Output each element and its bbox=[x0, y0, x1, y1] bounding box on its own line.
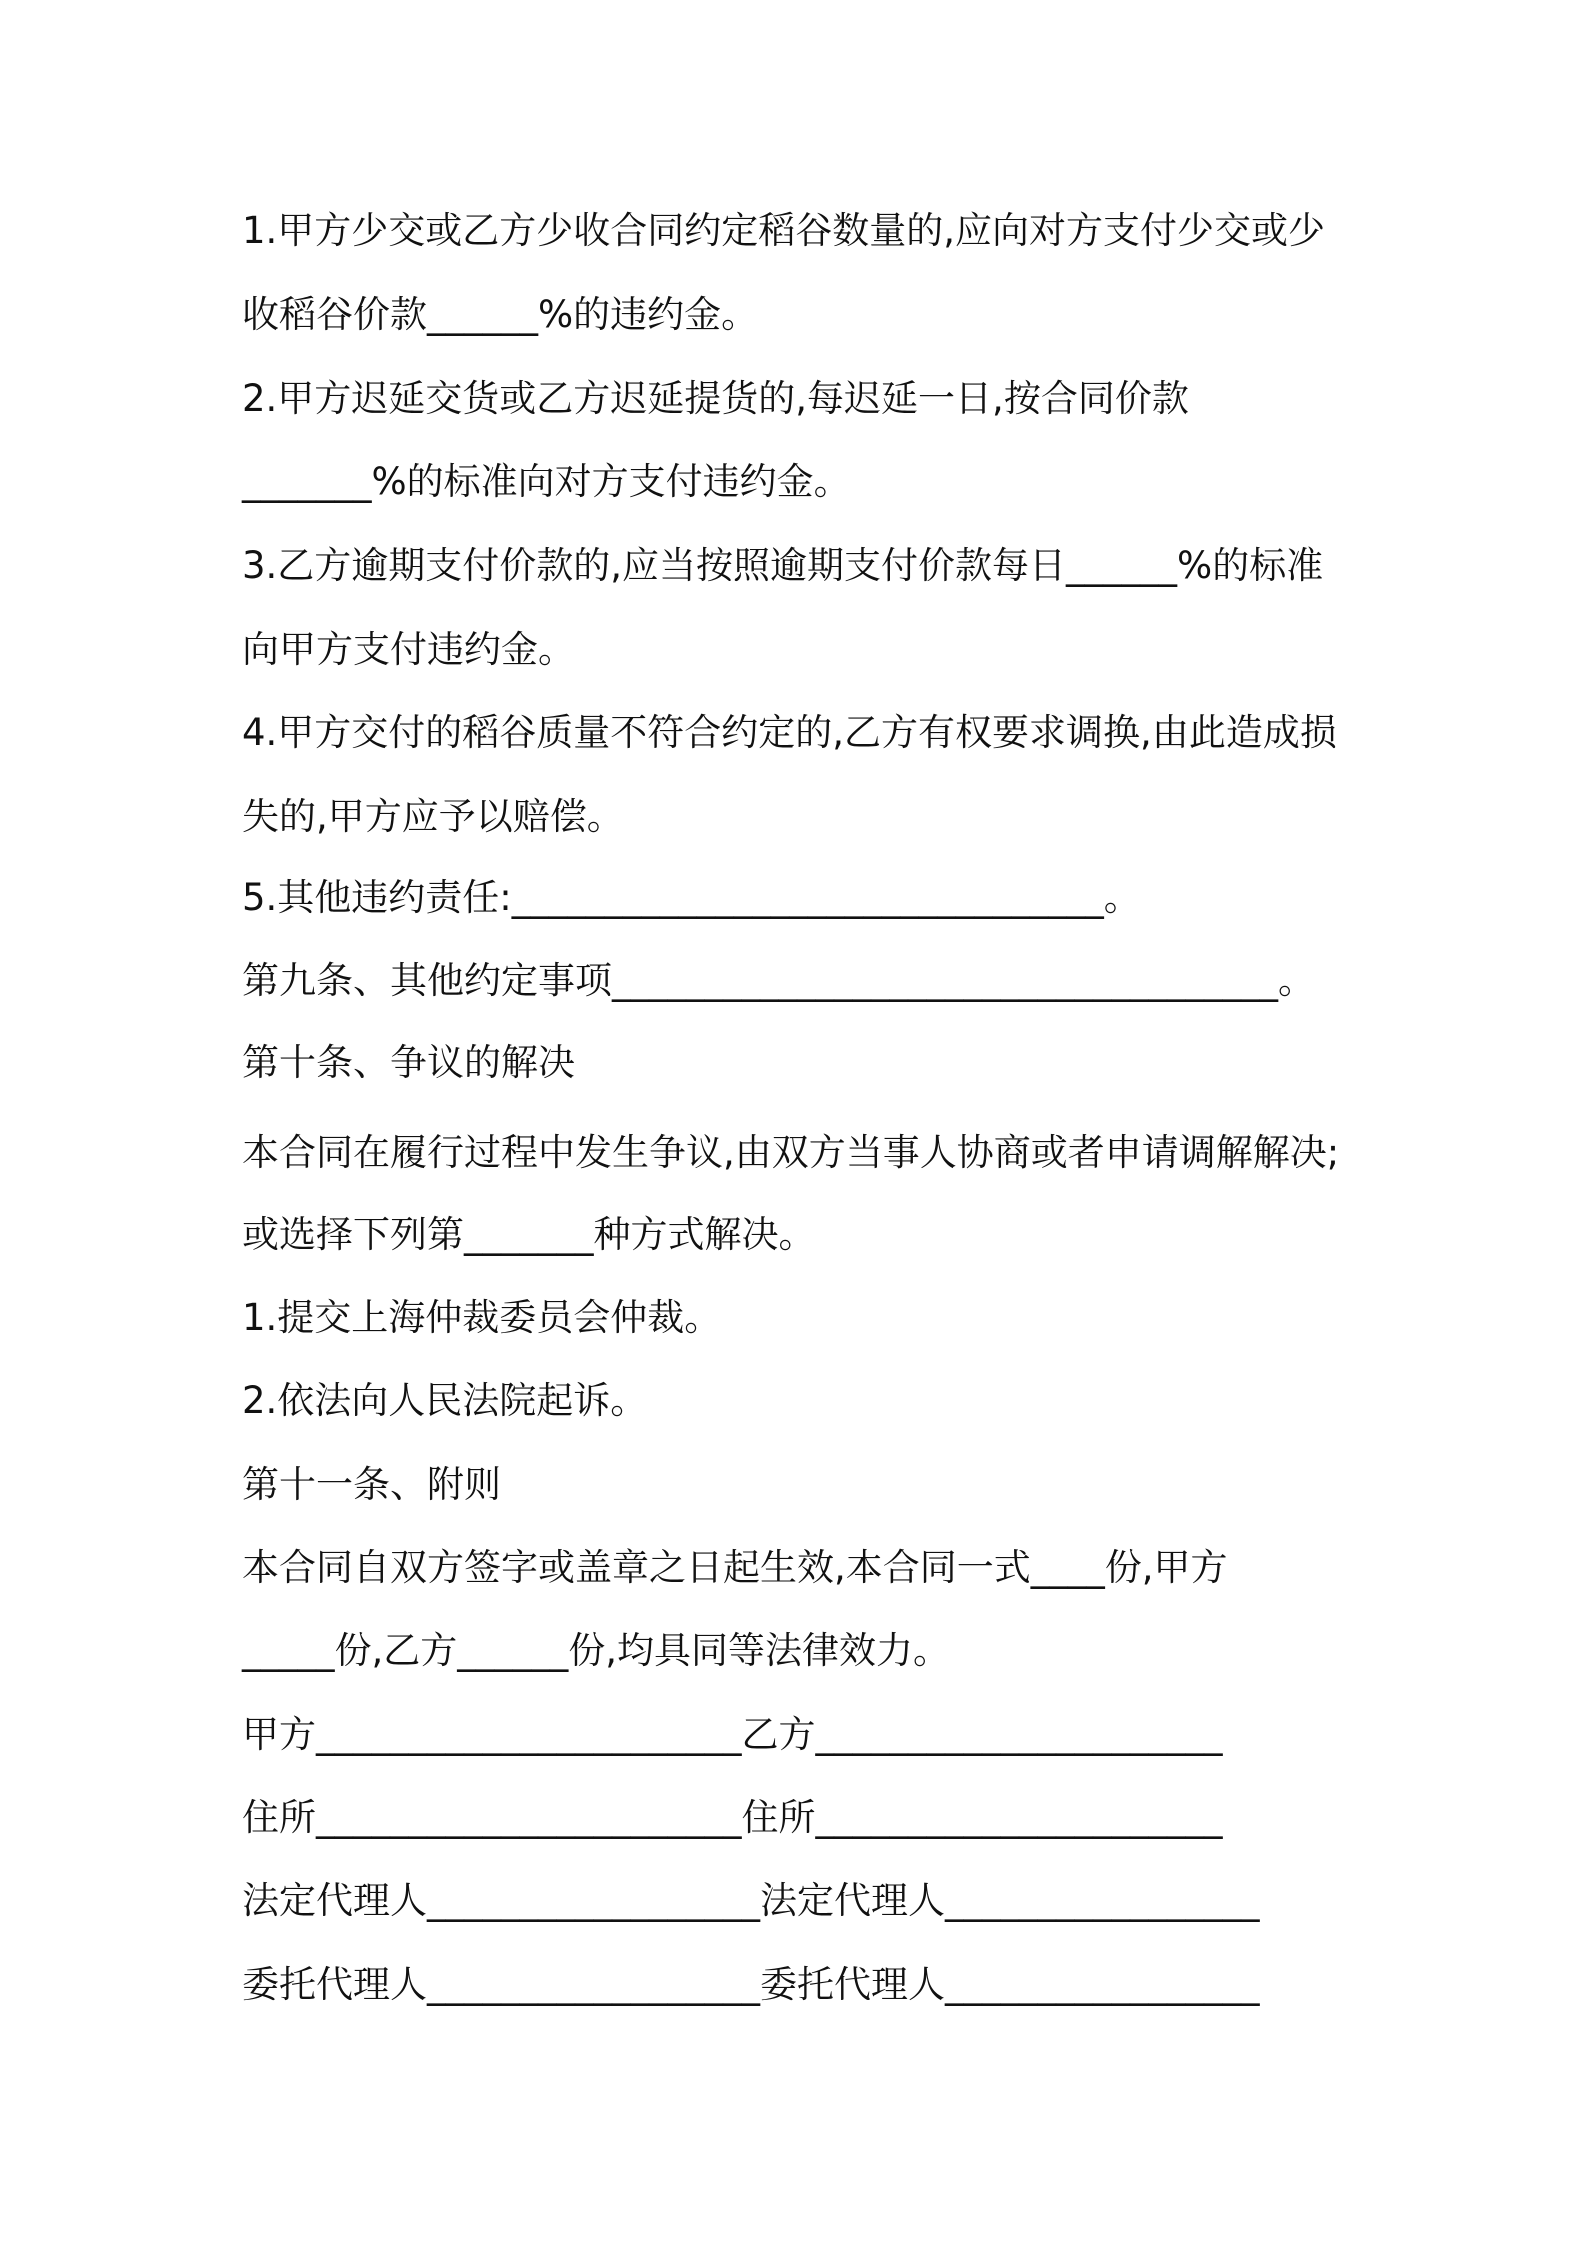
supplementary-provisions-line-2: _____份,乙方______份,均具同等法律效力。 bbox=[242, 1629, 951, 1672]
article-9-other-matters: 第九条、其他约定事项____________________________________。 bbox=[242, 959, 1315, 1002]
signature-party-row: 甲方_______________________乙方______________________ bbox=[242, 1713, 1223, 1756]
clause-quality-line-2: 失的,甲方应予以赔偿。 bbox=[242, 795, 624, 838]
clause-penalty-short-delivery-line-2: 收稻谷价款______%的违约金。 bbox=[242, 293, 759, 336]
clause-penalty-late-payment-line-1: 3.乙方逾期支付价款的,应当按照逾期支付价款每日______%的标准 bbox=[242, 544, 1324, 587]
dispute-resolution-line-1: 本合同在履行过程中发生争议,由双方当事人协商或者申请调解解决; bbox=[242, 1131, 1340, 1174]
clause-quality-line-1: 4.甲方交付的稻谷质量不符合约定的,乙方有权要求调换,由此造成损 bbox=[242, 711, 1337, 754]
signature-address-row: 住所_______________________住所______________________ bbox=[242, 1796, 1223, 1839]
dispute-option-court: 2.依法向人民法院起诉。 bbox=[242, 1379, 648, 1422]
article-10-heading: 第十条、争议的解决 bbox=[242, 1041, 575, 1084]
signature-legal-representative-row: 法定代理人__________________法定代理人_________________ bbox=[242, 1879, 1260, 1922]
signature-authorized-agent-row: 委托代理人__________________委托代理人_________________ bbox=[242, 1963, 1260, 2006]
clause-other-liability: 5.其他违约责任:________________________________。 bbox=[242, 876, 1141, 919]
clause-penalty-delay-line-2: _______%的标准向对方支付违约金。 bbox=[242, 460, 851, 503]
clause-penalty-short-delivery-line-1: 1.甲方少交或乙方少收合同约定稻谷数量的,应向对方支付少交或少 bbox=[242, 209, 1326, 252]
clause-penalty-late-payment-line-2: 向甲方支付违约金。 bbox=[242, 628, 575, 671]
dispute-resolution-line-2: 或选择下列第_______种方式解决。 bbox=[242, 1213, 816, 1256]
clause-penalty-delay-line-1: 2.甲方迟延交货或乙方迟延提货的,每迟延一日,按合同价款 bbox=[242, 377, 1189, 420]
supplementary-provisions-line-1: 本合同自双方签字或盖章之日起生效,本合同一式____份,甲方 bbox=[242, 1546, 1228, 1589]
dispute-option-arbitration: 1.提交上海仲裁委员会仲裁。 bbox=[242, 1296, 722, 1339]
article-11-heading: 第十一条、附则 bbox=[242, 1463, 501, 1506]
